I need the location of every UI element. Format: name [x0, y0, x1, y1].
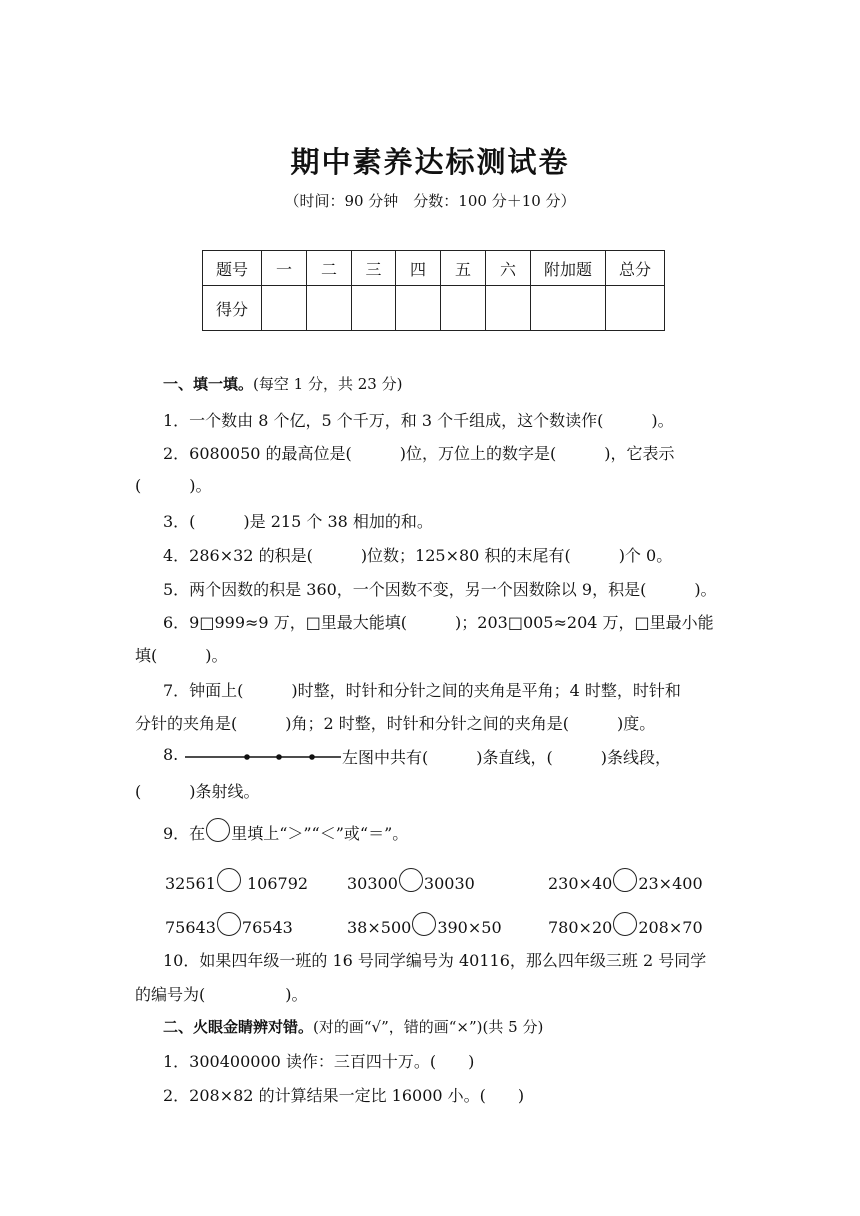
section-2-note: (对的画“√”，错的画“×”)(共 5 分) [313, 1018, 544, 1036]
question-8-line-1: 左图中共有( )条直线，( )条线段， [342, 748, 671, 767]
compare-left: 780×20 [548, 918, 613, 937]
question-8-line-2: ( )条射线。 [135, 782, 260, 801]
section-2-title: 二、火眼金睛辨对错。 [163, 1018, 314, 1036]
question-7-line-2: 分针的夹角是( )角；2 时整，时针和分针之间的夹角是( )度。 [135, 714, 656, 733]
page-title: 期中素养达标测试卷 [290, 145, 570, 179]
compare-left: 75643 [165, 918, 216, 937]
question-6-line-2: 填( )。 [135, 646, 228, 665]
compare-right: 390×50 [437, 918, 502, 937]
question-8-number: 8. [163, 745, 179, 764]
question-5: 5．两个因数的积是 360，一个因数不变，另一个因数除以 9，积是( )。 [163, 580, 717, 599]
score-cell[interactable] [262, 286, 307, 331]
section-1-note: (每空 1 分，共 23 分) [253, 375, 403, 393]
score-cell[interactable] [606, 286, 665, 331]
compare-right: 208×70 [638, 918, 703, 937]
compare-left: 38×500 [347, 918, 412, 937]
compare-right: 23×400 [638, 874, 703, 893]
score-table [202, 250, 665, 331]
question-9-pre: 9．在 [163, 824, 206, 843]
header-cell: 二 [307, 251, 352, 286]
answer-circle[interactable] [613, 912, 637, 936]
compare-item [347, 868, 475, 893]
compare-item [548, 868, 703, 893]
diagram-point [276, 754, 282, 760]
compare-left: 32561 [165, 874, 216, 893]
answer-circle[interactable] [613, 868, 637, 892]
question-2-line-2: ( )。 [135, 476, 212, 495]
question-6-line-1: 6．9□999≈9 万，□里最大能填( )；203□005≈204 万，□里最小能 [163, 613, 714, 632]
header-cell: 四 [396, 251, 441, 286]
diagram-point [244, 754, 250, 760]
answer-circle[interactable] [399, 868, 423, 892]
score-cell[interactable] [441, 286, 486, 331]
header-cell: 题号 [203, 251, 262, 286]
score-cell[interactable] [531, 286, 606, 331]
question-7-line-1: 7．钟面上( )时整，时针和分针之间的夹角是平角；4 时整，时针和 [163, 681, 681, 700]
question-10-line-1: 10．如果四年级一班的 16 号同学编号为 40116，那么四年级三班 2 号同学 [163, 951, 707, 970]
compare-right: 106792 [247, 874, 309, 893]
compare-left: 230×40 [548, 874, 613, 893]
question-3: 3．( )是 215 个 38 相加的和。 [163, 512, 433, 531]
section-2-heading [163, 1016, 543, 1037]
answer-circle[interactable] [206, 818, 230, 842]
header-cell: 五 [441, 251, 486, 286]
compare-right: 30030 [423, 874, 475, 893]
compare-right: 76543 [241, 918, 293, 937]
section-1-title: 一、填一填。 [163, 375, 254, 393]
question-1: 1．一个数由 8 个亿，5 个千万，和 3 个千组成，这个数读作( )。 [163, 411, 674, 430]
answer-circle[interactable] [217, 868, 241, 892]
row-label: 得分 [203, 286, 262, 331]
question-9 [163, 818, 408, 844]
header-cell: 总分 [606, 251, 665, 286]
question-10-line-2: 的编号为( )。 [135, 985, 308, 1004]
question-2-line-1: 2．6080050 的最高位是( )位，万位上的数字是( )，它表示 [163, 444, 675, 463]
score-cell[interactable] [352, 286, 396, 331]
tf-question-1: 1．300400000 读作：三百四十万。( ) [163, 1052, 475, 1071]
score-cell[interactable] [486, 286, 531, 331]
compare-left: 30300 [347, 874, 398, 893]
section-1-heading [163, 373, 402, 394]
header-cell: 三 [352, 251, 396, 286]
exam-info: （时间：90 分钟 分数：100 分＋10 分） [284, 192, 576, 210]
line-diagram [183, 748, 343, 766]
diagram-point [309, 754, 315, 760]
compare-item [347, 912, 502, 937]
score-cell[interactable] [396, 286, 441, 331]
header-cell: 六 [486, 251, 531, 286]
compare-item [165, 868, 308, 893]
header-cell: 附加题 [531, 251, 606, 286]
answer-circle[interactable] [412, 912, 436, 936]
header-cell: 一 [262, 251, 307, 286]
tf-question-2: 2．208×82 的计算结果一定比 16000 小。( ) [163, 1086, 525, 1105]
answer-circle[interactable] [217, 912, 241, 936]
question-9-post: 里填上“＞”“＜”或“＝”。 [231, 824, 409, 843]
score-cell[interactable] [307, 286, 352, 331]
compare-item [165, 912, 293, 937]
compare-item [548, 912, 703, 937]
question-4: 4．286×32 的积是( )位数；125×80 积的末尾有( )个 0。 [163, 546, 673, 565]
